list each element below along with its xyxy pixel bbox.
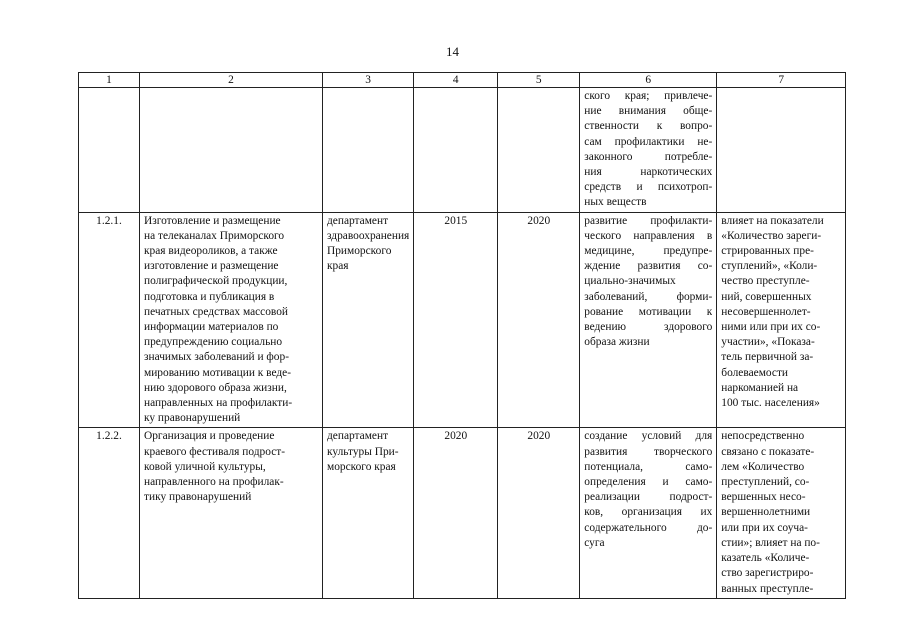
text-line: ков, организация их — [584, 506, 713, 519]
text-line: участии», «Показа- — [721, 336, 815, 349]
text-line: ступлений», «Коли- — [721, 260, 818, 273]
text-line: ний, совершенных — [721, 290, 812, 303]
text-line: предупреждению социально — [144, 336, 283, 349]
header-cell: 3 — [323, 73, 414, 88]
text-line: тику правонарушений — [144, 491, 252, 504]
text-line: ведению здорового — [584, 321, 713, 334]
text-line: наркоманией на — [721, 381, 799, 394]
text-line: края видеороликов, а также — [144, 245, 278, 258]
program-table — [78, 72, 846, 599]
text-line: медицине, предупре- — [584, 245, 713, 258]
text-line: влияет на показатели — [721, 214, 824, 227]
table-row — [79, 212, 846, 428]
activity-title — [140, 428, 323, 598]
text-line: ку правонарушений — [144, 412, 241, 425]
text-line: культуры При- — [327, 445, 399, 458]
text-line: чество преступле- — [721, 275, 810, 288]
text-line: Изготовление и размещение — [144, 214, 281, 227]
text-line: направленного на профилак- — [144, 476, 284, 489]
text-line: 100 тыс. населения» — [721, 397, 820, 410]
text-line: тель первичной за- — [721, 351, 814, 364]
text-line: мированию мотивации к веде- — [144, 366, 292, 379]
text-line: несовершеннолет- — [721, 305, 811, 318]
text-line: ними или при их со- — [721, 321, 821, 334]
text-line: «Количество зареги- — [721, 229, 822, 242]
text-line: развития творческого — [584, 445, 713, 458]
text-line: ванных преступле- — [721, 582, 814, 595]
executor — [323, 428, 414, 598]
header-cell: 1 — [79, 73, 140, 88]
text-line: ковой уличной культуры, — [144, 460, 266, 473]
text-line: морского края — [327, 460, 396, 473]
activity-title — [140, 212, 323, 428]
text-line: Организация и проведение — [144, 430, 275, 443]
page-number: 14 — [446, 44, 459, 59]
row-number: 1.2.2. — [79, 428, 140, 598]
text-line: средств и психотроп- — [584, 181, 713, 194]
text-line: нию здорового образа жизни, — [144, 381, 287, 394]
text-line: краевого фестиваля подрост- — [144, 445, 286, 458]
executor — [323, 212, 414, 428]
text-line: заболеваний, форми- — [584, 290, 713, 303]
start-year: 2020 — [414, 428, 498, 598]
text-line: ство зарегистриро- — [721, 567, 814, 580]
row-number: 1.2.1. — [79, 212, 140, 428]
header-cell: 7 — [717, 73, 846, 88]
text-line: стрированных пре- — [721, 245, 814, 258]
text-line: связано с показате- — [721, 445, 815, 458]
text-line: ческого направления в — [584, 229, 713, 242]
text-line: ственности к вопро- — [584, 120, 713, 133]
text-line: образа жизни — [584, 336, 650, 349]
text-line: изготовление и размещение — [144, 260, 279, 273]
text-line: законного потребле- — [584, 150, 713, 163]
text-line: казатель «Количе- — [721, 552, 810, 565]
text-line: содержательного до- — [584, 521, 713, 534]
header-cell: 4 — [414, 73, 498, 88]
text-line: значимых заболеваний и фор- — [144, 351, 289, 364]
text-line: вершенных несо- — [721, 491, 806, 504]
text-line: здравоохранения — [327, 229, 410, 242]
text-line: ждение развития со- — [584, 260, 713, 273]
continuation-result-cell — [580, 88, 717, 213]
continuation-row — [79, 88, 846, 213]
indicator-link — [717, 428, 846, 598]
text-line: Приморского — [327, 245, 392, 258]
text-line: печатных средствах массовой — [144, 305, 289, 318]
text-line: края — [327, 260, 349, 273]
text-line: определения и само- — [584, 476, 713, 489]
text-line: суга — [584, 536, 605, 549]
text-line: потенциала, само- — [584, 460, 713, 473]
text-line: циально-значимых — [584, 275, 676, 288]
table-header-row — [79, 73, 846, 88]
text-line: реализации подрост- — [584, 491, 713, 504]
text-line: направленных на профилакти- — [144, 397, 293, 410]
header-cell: 6 — [580, 73, 717, 88]
text-line: болеваемости — [721, 366, 789, 379]
text-line: департамент — [327, 214, 389, 227]
end-year: 2020 — [498, 428, 580, 598]
text-line: на телеканалах Приморского — [144, 229, 285, 242]
text-line: или при их соуча- — [721, 521, 808, 534]
text-line: создание условий для — [584, 430, 713, 443]
text-line: непосредственно — [721, 430, 805, 443]
expected-result — [580, 428, 717, 598]
table-row — [79, 428, 846, 598]
text-line: рование мотивации к — [584, 305, 713, 318]
text-line: информации материалов по — [144, 321, 279, 334]
text-line: лем «Количество — [721, 460, 805, 473]
expected-result — [580, 212, 717, 428]
text-line: ных веществ — [584, 196, 647, 209]
text-line: полиграфической продукции, — [144, 275, 288, 288]
text-line: ния наркотических — [584, 166, 713, 179]
header-cell: 5 — [498, 73, 580, 88]
header-cell: 2 — [140, 73, 323, 88]
text-line: вершеннолетними — [721, 506, 811, 519]
text-line: стии»; влияет на по- — [721, 536, 820, 549]
text-line: ние внимания обще- — [584, 105, 713, 118]
end-year: 2020 — [498, 212, 580, 428]
text-line: сам профилактики не- — [584, 135, 713, 148]
text-line: ского края; привлече- — [584, 90, 713, 102]
text-line: подготовка и публикация в — [144, 290, 275, 303]
start-year: 2015 — [414, 212, 498, 428]
text-line: департамент — [327, 430, 389, 443]
text-line: преступлений, со- — [721, 476, 810, 489]
indicator-link — [717, 212, 846, 428]
text-line: развитие профилакти- — [584, 214, 713, 227]
